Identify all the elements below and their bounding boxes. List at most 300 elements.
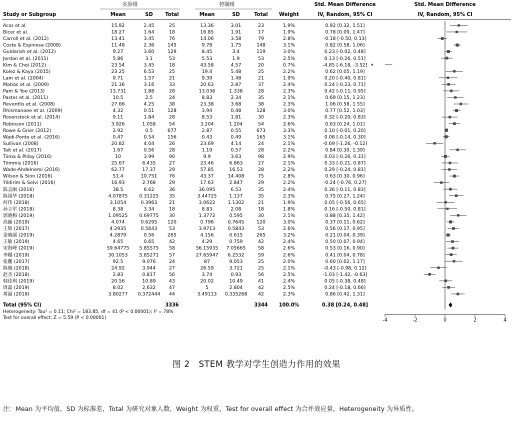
ci-text: 0.78 [0.09, 1.47] bbox=[325, 30, 365, 36]
total-ctrl-n: 3344 bbox=[254, 302, 268, 309]
ci-text: -4.85 [-6.18, -3.52] bbox=[322, 63, 368, 69]
study-name: 韩佳琪 (2019) bbox=[3, 279, 35, 285]
study-name: 陈志刚 (2016) bbox=[3, 187, 35, 193]
exp-sd: 0.817 bbox=[142, 272, 156, 278]
ctrl-total: 18 bbox=[258, 207, 264, 213]
ctrl-mean: 27.65947 bbox=[195, 253, 219, 259]
exp-sd: 5.85271 bbox=[139, 253, 159, 259]
weight: 1.9% bbox=[283, 24, 295, 29]
weight: 2.8% bbox=[283, 174, 295, 180]
exp-sd: 9.076 bbox=[142, 259, 156, 265]
exp-sd: 3.45 bbox=[143, 63, 155, 69]
ctrl-mean: 56.15935 bbox=[195, 246, 219, 252]
study-marker bbox=[428, 273, 431, 276]
total-label: Total (95% CI) bbox=[3, 302, 42, 309]
weight: 3.2% bbox=[283, 233, 295, 239]
weight: 2.1% bbox=[283, 266, 295, 272]
ctrl-total: 24 bbox=[258, 141, 264, 147]
ctrl-mean: 3.94 bbox=[201, 109, 213, 115]
exp-total: 21 bbox=[169, 76, 175, 82]
ctrl-sd: 3.68 bbox=[230, 102, 242, 108]
ctrl-total: 79 bbox=[258, 37, 264, 43]
ctrl-sd: 1.1302 bbox=[227, 200, 245, 206]
ctrl-total: 37 bbox=[258, 82, 264, 88]
exp-mean: 4.2879 bbox=[109, 233, 127, 239]
ctrl-total: 20 bbox=[258, 63, 264, 69]
ctrl-mean: 5.53 bbox=[201, 56, 213, 62]
exp-total: 677 bbox=[167, 128, 177, 134]
ci-text: 0.33 [-0.21, 0.87] bbox=[324, 161, 366, 167]
ctrl-mean: 16.85 bbox=[200, 30, 214, 36]
study-marker bbox=[457, 214, 459, 216]
study-marker bbox=[455, 109, 458, 112]
ctrl-total: 53 bbox=[258, 227, 264, 233]
exp-total: 128 bbox=[167, 109, 177, 115]
study-name: 金晓丽 (2019) bbox=[3, 233, 35, 239]
ci-text: 0.16 [-0.50, 0.81] bbox=[324, 207, 366, 213]
exp-mean: 20.56 bbox=[111, 279, 125, 285]
ci-text: -0.18 [-0.50, 0.13] bbox=[323, 37, 367, 43]
weight: 3.0% bbox=[283, 50, 295, 56]
ctrl-sd: 0.759 bbox=[229, 240, 243, 246]
exp-sd: 3.1 bbox=[145, 56, 153, 62]
ctrl-total: 28 bbox=[258, 89, 264, 95]
ctrl-mean: 20.02 bbox=[200, 279, 214, 285]
exp-total: 18 bbox=[169, 30, 175, 36]
column-header: Mean bbox=[110, 12, 126, 18]
ctrl-total: 25 bbox=[258, 266, 264, 272]
ci-text: 0.32 [-0.20, 0.83] bbox=[324, 115, 366, 121]
ctrl-mean: 43.37 bbox=[200, 174, 214, 180]
weight: 2.5% bbox=[283, 286, 295, 291]
exp-mean: 5.86 bbox=[112, 56, 124, 62]
study-name: Wilson & Sinn (2016) bbox=[3, 174, 53, 180]
study-marker bbox=[440, 181, 443, 184]
study-name: Guldarish et al. (2012) bbox=[3, 50, 56, 56]
exp-total: 120 bbox=[167, 220, 177, 226]
ctrl-sd: 7.05665 bbox=[226, 246, 246, 252]
ci-text: 0.24 [-0.18, 0.66] bbox=[324, 286, 366, 291]
ctrl-mean: 13.36 bbox=[200, 24, 214, 29]
exp-sd: 1.88 bbox=[143, 89, 155, 95]
ctrl-mean: 17.63 bbox=[200, 181, 214, 187]
study-name: 王敏 (2019) bbox=[3, 240, 30, 246]
exp-total: 53 bbox=[169, 56, 175, 62]
study-name: Carroll et al. (2012) bbox=[3, 37, 49, 43]
weight: 2.6% bbox=[283, 253, 295, 259]
ctrl-mean: 0.796 bbox=[200, 220, 214, 226]
exp-mean: 38.5 bbox=[112, 187, 124, 193]
ctrl-sd: 10.49 bbox=[229, 279, 243, 285]
ctrl-sd: 16.53 bbox=[229, 168, 243, 174]
ctrl-sd: 2.847 bbox=[229, 181, 243, 187]
ctrl-mean: 3.44725 bbox=[197, 194, 217, 200]
exp-total: 18 bbox=[169, 207, 175, 213]
weight: 2.1% bbox=[283, 161, 295, 167]
weight: 2.3% bbox=[283, 89, 295, 95]
study-name: Lam et al. (2004) bbox=[3, 76, 44, 82]
ctrl-mean: 14.06 bbox=[200, 37, 214, 43]
study-marker bbox=[448, 168, 451, 171]
study-marker bbox=[456, 31, 458, 33]
ctrl-total: 21 bbox=[258, 200, 264, 206]
study-name: 何伟 (2018) bbox=[3, 200, 30, 206]
exp-mean: 16.93 bbox=[111, 181, 125, 187]
ctrl-sd: 2.08 bbox=[230, 207, 242, 213]
exp-total: 76 bbox=[169, 37, 175, 43]
exp-mean: 4.2935 bbox=[109, 227, 127, 233]
exp-mean: 2.83 bbox=[112, 272, 124, 278]
ci-text: -1.03 [-1.42, -0.63] bbox=[322, 272, 368, 278]
exp-mean: 4.65 bbox=[112, 240, 124, 246]
ci-text: 0.36 [-0.11, 0.83] bbox=[324, 187, 366, 193]
study-name: Yildirim & Selvi (2016) bbox=[3, 181, 56, 187]
ctrl-mean: 26.59 bbox=[200, 266, 214, 272]
figure-note: 注：Mean 为平均值，SD 为标准差，Total 为研究对象人数，Weight 为权重，Test for overall effect 为合并效应量，Heterogeneity 为异质性。 bbox=[3, 406, 419, 413]
experimental-group-header: 实验组 bbox=[122, 2, 138, 8]
ci-text: 0.24 [-0.23, 0.71] bbox=[324, 82, 366, 88]
ci-text: 0.05 [-0.56, 0.65] bbox=[324, 200, 366, 206]
exp-mean: 1.67 bbox=[112, 148, 124, 154]
ctrl-sd: 3.4 bbox=[232, 50, 240, 56]
weight: 3.1% bbox=[283, 43, 295, 49]
exp-sd: 2.5 bbox=[145, 96, 153, 102]
ctrl-sd: 0.7645 bbox=[227, 220, 245, 226]
study-name: Kim & Choi (2012) bbox=[3, 63, 47, 69]
control-group-header: 控制组 bbox=[219, 2, 235, 8]
ci-text: 0.53 [0.16, 0.90] bbox=[325, 246, 365, 252]
column-header: Total bbox=[165, 12, 179, 18]
study-name: Robinson (2011) bbox=[3, 122, 42, 128]
ctrl-total: 98 bbox=[258, 155, 264, 160]
study-name: 孙立军 (2018) bbox=[3, 207, 35, 213]
exp-mean: 25.67 bbox=[111, 161, 125, 167]
ci-text: 0.69 [0.15, 1.23] bbox=[325, 96, 365, 102]
ctrl-total: 265 bbox=[256, 233, 266, 239]
ctrl-sd: 0.49 bbox=[230, 135, 242, 141]
ctrl-sd: 1.81 bbox=[230, 115, 242, 121]
overall-effect-text: Test for overall effect: Z = 5.59 (P < 0.00001) bbox=[3, 316, 107, 322]
exp-mean: 4.32 bbox=[112, 109, 124, 115]
ci-text: 0.21 [0.04, 0.39] bbox=[325, 233, 365, 239]
ctrl-total: 35 bbox=[258, 187, 264, 193]
ctrl-sd: 3.58 bbox=[230, 37, 242, 43]
study-marker bbox=[441, 37, 444, 40]
ctrl-mean: 9.78 bbox=[201, 43, 213, 49]
exp-mean: 1.09525 bbox=[108, 213, 128, 219]
ci-text: 0.75 [0.27, 1.24] bbox=[325, 194, 365, 200]
ctrl-mean: 1.19 bbox=[201, 148, 213, 154]
ctrl-sd: 6.2532 bbox=[227, 253, 245, 259]
study-name: Bicer et al. bbox=[3, 30, 29, 36]
weight: 2.6% bbox=[283, 122, 295, 128]
study-marker bbox=[445, 129, 448, 132]
ctrl-sd: 6.863 bbox=[229, 161, 243, 167]
exp-mean: 30.1053 bbox=[108, 253, 128, 259]
weight: 1.9% bbox=[283, 76, 295, 82]
study-name: Rhismanoee et al. (2009) bbox=[3, 109, 63, 115]
exp-mean: 59.64775 bbox=[106, 246, 130, 252]
exp-sd: 0.3963 bbox=[140, 200, 158, 206]
study-name: 郭晓梅 (2019) bbox=[3, 213, 35, 219]
ctrl-sd: 3.63 bbox=[230, 155, 242, 160]
study-name: 高颖 (2019) bbox=[3, 220, 30, 226]
study-marker bbox=[447, 83, 450, 86]
weight: 2.4% bbox=[283, 82, 295, 88]
study-marker bbox=[454, 96, 456, 98]
ctrl-mean: 8.45 bbox=[201, 50, 213, 56]
study-name: 陈晓 (2018) bbox=[3, 266, 30, 272]
weight: 0.7% bbox=[283, 63, 295, 69]
ctrl-sd: 3.721 bbox=[229, 266, 243, 272]
exp-mean: 15.92 bbox=[111, 24, 125, 29]
ctrl-mean: 0.43 bbox=[201, 135, 213, 141]
exp-sd: 3.60 bbox=[143, 50, 155, 56]
weight: 2.4% bbox=[283, 187, 295, 193]
study-name: Rowe & Grier (2012) bbox=[3, 128, 52, 134]
exp-sd: 0.51 bbox=[143, 109, 155, 115]
study-name: 陈国华 (2018) bbox=[3, 194, 35, 200]
exp-mean: 24.92 bbox=[111, 266, 125, 272]
exp-total: 27 bbox=[169, 266, 175, 272]
ctrl-total: 41 bbox=[258, 279, 264, 285]
study-marker bbox=[437, 267, 439, 269]
study-marker bbox=[450, 90, 453, 93]
exp-total: 33 bbox=[169, 82, 175, 88]
exp-sd: 0.5643 bbox=[140, 227, 158, 233]
exp-sd: 2.45 bbox=[143, 24, 155, 29]
total-ci-text: 0.38 [0.24, 0.48] bbox=[322, 302, 368, 309]
ci-text: 0.56 [0.17, 0.95] bbox=[325, 227, 365, 233]
exp-sd: 3.99 bbox=[143, 155, 155, 160]
study-name: 王辉 (2017) bbox=[3, 227, 30, 233]
weight: 2.3% bbox=[283, 102, 295, 108]
column-header: Total bbox=[254, 12, 268, 18]
total-weight: 100.0% bbox=[278, 302, 300, 309]
weight: 2.6% bbox=[283, 246, 295, 252]
exp-mean: 27.66 bbox=[111, 102, 125, 108]
weight: 2.0% bbox=[283, 259, 295, 265]
ctrl-sd: 5.48 bbox=[230, 69, 242, 75]
ctrl-total: 25 bbox=[258, 69, 264, 75]
study-marker bbox=[449, 188, 452, 191]
exp-total: 28 bbox=[169, 115, 175, 121]
exp-mean: 23.25 bbox=[111, 69, 125, 75]
ctrl-mean: 9.9 bbox=[203, 155, 211, 160]
ctrl-sd: 1.91 bbox=[230, 30, 242, 36]
weight: 2.6% bbox=[283, 227, 295, 233]
ctrl-mean: 1.3772 bbox=[198, 213, 216, 219]
study-marker bbox=[447, 77, 449, 79]
ctrl-mean: 8.83 bbox=[201, 207, 213, 213]
exp-sd: 0.65 bbox=[143, 240, 155, 246]
study-marker bbox=[452, 227, 455, 230]
ctrl-sd: 9.053 bbox=[229, 259, 243, 265]
ctrl-total: 58 bbox=[258, 246, 264, 252]
exp-mean: 23.54 bbox=[111, 63, 125, 69]
ctrl-sd: 0.57 bbox=[230, 148, 242, 154]
x-axis-tick-label: 2 bbox=[473, 318, 477, 324]
exp-sd: 1.64 bbox=[143, 30, 155, 36]
ctrl-mean: 36.095 bbox=[198, 187, 216, 193]
ctrl-mean: 3.0622 bbox=[198, 200, 216, 206]
study-marker bbox=[453, 260, 455, 262]
exp-sd: 3.944 bbox=[142, 266, 156, 272]
study-name: 赵杰 (2018) bbox=[3, 272, 30, 278]
exp-mean: 11.48 bbox=[111, 43, 125, 49]
ctrl-total: 30 bbox=[258, 115, 264, 121]
total-exp-n: 3336 bbox=[165, 302, 179, 309]
exp-mean: 3.80277 bbox=[108, 292, 128, 298]
study-marker bbox=[451, 240, 454, 243]
weight: 3.1% bbox=[283, 135, 295, 141]
exp-total: 30 bbox=[169, 213, 175, 219]
exp-total: 56 bbox=[169, 272, 175, 278]
exp-mean: 13.41 bbox=[111, 37, 125, 43]
weight: 2.1% bbox=[283, 96, 295, 102]
column-header: SD bbox=[145, 12, 153, 18]
ctrl-mean: 87 bbox=[204, 259, 210, 265]
weight: 2.3% bbox=[283, 292, 295, 298]
exp-sd: 5.85575 bbox=[139, 246, 159, 252]
ctrl-total: 120 bbox=[256, 220, 266, 226]
exp-sd: 1.57 bbox=[143, 76, 155, 82]
weight: 2.9% bbox=[283, 155, 295, 160]
ci-text: 0.03 [-0.26, 0.31] bbox=[324, 155, 366, 160]
exp-total: 44 bbox=[169, 292, 175, 298]
ctrl-mean: 20.63 bbox=[200, 82, 214, 88]
x-axis-tick-label: -4 bbox=[382, 318, 388, 324]
ci-text: 0.62 [0.05, 1.19] bbox=[325, 69, 365, 75]
study-name: 周磊 (2019) bbox=[3, 286, 30, 291]
weight: 3.0% bbox=[283, 109, 295, 115]
weight: 2.4% bbox=[283, 240, 295, 246]
ctrl-sd: 3.01 bbox=[230, 24, 242, 29]
ctrl-sd: 1.338 bbox=[229, 89, 243, 95]
ci-text: 0.42 [-0.11, 0.95] bbox=[324, 89, 366, 95]
exp-mean: 3.926 bbox=[111, 122, 125, 128]
study-name: Paster et al. (2011) bbox=[3, 96, 49, 102]
ci-text: 0.63 [0.30, 0.96] bbox=[325, 174, 365, 180]
exp-total: 24 bbox=[169, 259, 175, 265]
weight: 2.2% bbox=[283, 181, 295, 187]
weight: 2.4% bbox=[283, 279, 295, 285]
exp-mean: 8.38 bbox=[112, 207, 124, 213]
exp-total: 129 bbox=[167, 50, 177, 56]
study-marker bbox=[457, 293, 460, 296]
exp-mean: 21.36 bbox=[111, 82, 125, 88]
study-marker bbox=[371, 64, 373, 66]
ctrl-sd: 1.137 bbox=[229, 194, 243, 200]
ctrl-mean: 5 bbox=[205, 286, 209, 291]
study-marker bbox=[453, 70, 456, 73]
exp-sd: 0.56 bbox=[143, 233, 155, 239]
ctrl-total: 42 bbox=[258, 240, 264, 246]
ctrl-mean: 23.69 bbox=[200, 141, 214, 147]
ctrl-total: 27 bbox=[258, 161, 264, 167]
study-name: 张鹏 (2017) bbox=[3, 259, 30, 265]
ctrl-sd: 0.595 bbox=[229, 213, 243, 219]
exp-total: 27 bbox=[169, 161, 175, 167]
ci-text: 0.86 [0.42, 1.31] bbox=[325, 292, 365, 298]
study-name: Wade-Ahdelnemi (2016) bbox=[3, 168, 60, 174]
study-marker bbox=[458, 24, 460, 26]
exp-mean: 3.1054 bbox=[109, 200, 127, 206]
ctrl-total: 42 bbox=[258, 286, 264, 291]
effect-header: Std. Mean Difference bbox=[314, 2, 376, 8]
study-name: Wadi-Ponte et al. (2016) bbox=[3, 135, 60, 141]
study-name: Coste & Espinosa (2008) bbox=[3, 43, 61, 49]
ctrl-mean: 9.39 bbox=[201, 76, 213, 82]
ci-text: 0.84 [0.30, 1.39] bbox=[325, 148, 365, 154]
exp-sd: 0.56 bbox=[143, 148, 155, 154]
study-marker bbox=[446, 57, 449, 60]
ci-text: 0.10 [-0.01, 0.20] bbox=[324, 128, 366, 134]
column-header: IV, Random, 95% CI bbox=[317, 12, 373, 18]
ctrl-mean: 19.4 bbox=[201, 69, 213, 75]
ctrl-sd: 1.75 bbox=[230, 43, 242, 49]
exp-sd: 0.372444 bbox=[137, 292, 161, 298]
ctrl-mean: 3.9713 bbox=[198, 227, 216, 233]
ci-text: 0.23 [-0.02, 0.48] bbox=[324, 50, 366, 56]
study-marker bbox=[452, 247, 455, 250]
exp-sd: 10.89 bbox=[142, 279, 156, 285]
study-name: 李娜 (2019) bbox=[3, 253, 30, 259]
ctrl-total: 28 bbox=[258, 148, 264, 154]
study-marker bbox=[447, 50, 450, 53]
exp-mean: 20.82 bbox=[111, 141, 125, 147]
exp-total: 18 bbox=[169, 63, 175, 69]
ci-text: 0.20 [-0.40, 0.81] bbox=[324, 76, 366, 82]
exp-mean: 13.731 bbox=[109, 89, 127, 95]
ci-text: -0.69 [-1.26, -0.12] bbox=[322, 141, 368, 147]
study-marker bbox=[453, 175, 456, 178]
ctrl-sd: 0.335268 bbox=[224, 292, 248, 298]
ctrl-total: 128 bbox=[256, 109, 266, 115]
exp-total: 42 bbox=[169, 240, 175, 246]
study-name: 宋海峰 (2019) bbox=[3, 246, 35, 252]
exp-sd: 3.34 bbox=[143, 207, 155, 213]
exp-sd: 6.62 bbox=[143, 187, 155, 193]
exp-sd: 2.768 bbox=[142, 181, 156, 187]
exp-total: 28 bbox=[169, 89, 175, 95]
exp-mean: 9.71 bbox=[112, 76, 124, 82]
ci-text: 0.08 [-0.14, 0.30] bbox=[324, 135, 366, 141]
exp-mean: 2.92 bbox=[112, 128, 124, 134]
weight: 2.3% bbox=[283, 194, 295, 200]
ci-text: 0.60 [0.02, 1.17] bbox=[325, 259, 365, 265]
exp-mean: 8.02 bbox=[112, 286, 124, 291]
effect-plot-header: Std. Mean Difference bbox=[414, 2, 476, 8]
exp-sd: 3.45 bbox=[143, 37, 155, 43]
ctrl-mean: 23.46 bbox=[200, 161, 214, 167]
exp-mean: 4.074 bbox=[111, 220, 125, 226]
column-header: Study or Subgroup bbox=[3, 12, 57, 18]
ctrl-mean: 8.83 bbox=[201, 96, 213, 102]
exp-mean: 9.27 bbox=[112, 50, 124, 56]
ctrl-mean: 3.74 bbox=[201, 272, 213, 278]
study-marker bbox=[449, 116, 452, 119]
study-name: Rosenstock et al. (2014) bbox=[3, 115, 61, 121]
ctrl-total: 42 bbox=[258, 292, 264, 298]
ctrl-total: 38 bbox=[258, 102, 264, 108]
exp-mean: 0.47 bbox=[112, 135, 124, 141]
ctrl-sd: 0.48 bbox=[230, 109, 242, 115]
study-name: Tiimmis (2016) bbox=[3, 161, 39, 167]
ctrl-total: 53 bbox=[258, 56, 264, 62]
exp-mean: 62.77 bbox=[111, 168, 125, 174]
exp-total: 24 bbox=[169, 96, 175, 102]
